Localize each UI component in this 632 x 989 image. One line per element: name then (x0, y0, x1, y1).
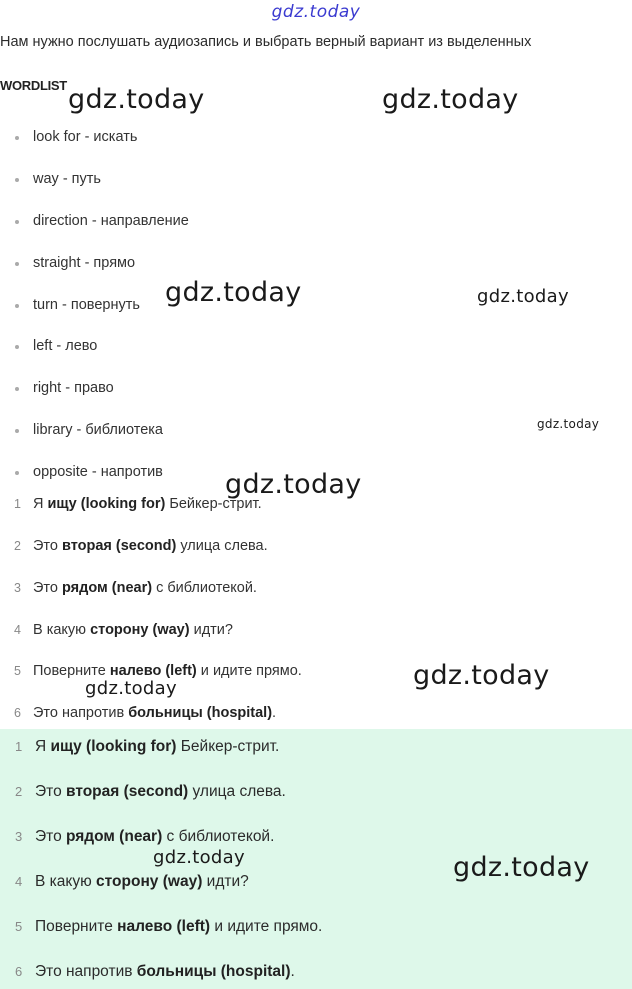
watermark: gdz.today (68, 84, 205, 115)
bullet-icon (15, 178, 19, 182)
wordlist-heading: WORDLIST (0, 78, 67, 93)
bullet-icon (15, 220, 19, 224)
watermark: gdz.today (153, 847, 245, 868)
answer-block (0, 729, 632, 989)
task-instruction: Нам нужно послушать аудиозапись и выбрать верный вариант из выделенных (0, 34, 532, 50)
watermark: gdz.today (413, 660, 550, 691)
bullet-icon (15, 304, 19, 308)
watermark: gdz.today (382, 84, 519, 115)
watermark: gdz.today (165, 277, 302, 308)
bullet-icon (15, 345, 19, 349)
site-logo[interactable]: gdz.today (271, 2, 361, 22)
bullet-icon (15, 136, 19, 140)
bullet-icon (15, 471, 19, 475)
watermark: gdz.today (85, 678, 177, 699)
watermark: gdz.today (225, 469, 362, 500)
watermark: gdz.today (537, 417, 600, 431)
watermark: gdz.today (453, 852, 590, 883)
watermark: gdz.today (477, 286, 569, 307)
bullet-icon (15, 387, 19, 391)
bullet-icon (15, 262, 19, 266)
bullet-icon (15, 429, 19, 433)
